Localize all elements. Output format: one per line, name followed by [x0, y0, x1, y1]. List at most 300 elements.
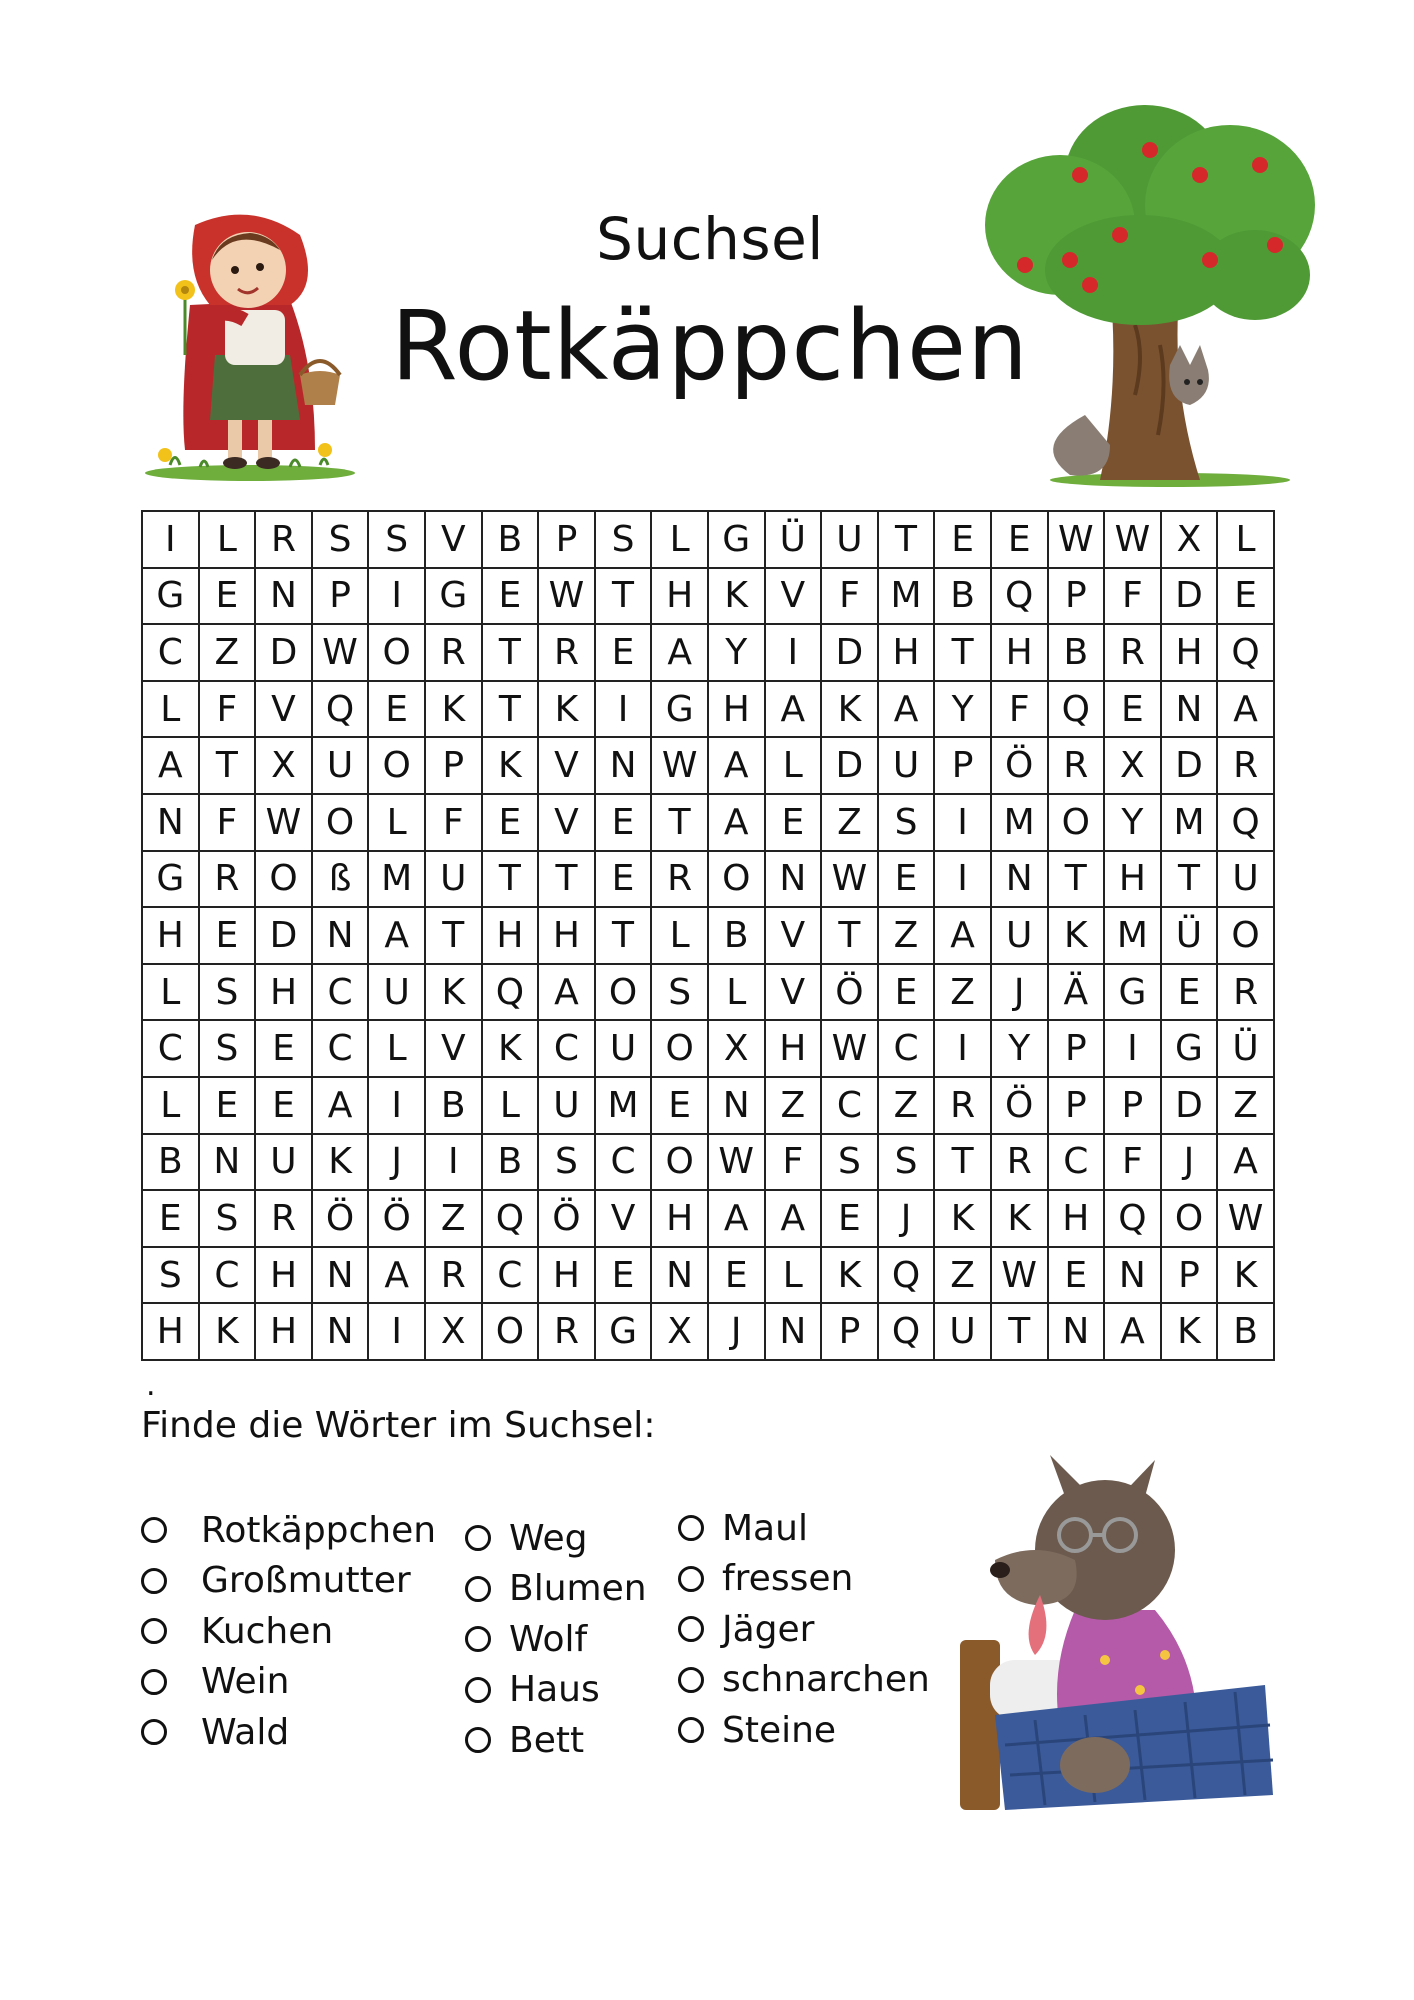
- grid-cell: E: [992, 512, 1049, 569]
- grid-cell: U: [313, 738, 370, 795]
- word-list-column-2: [465, 1513, 647, 1766]
- grid-cell: H: [992, 625, 1049, 682]
- grid-cell: K: [426, 965, 483, 1022]
- grid-cell: R: [426, 1248, 483, 1305]
- word-label: Weg: [509, 1517, 588, 1559]
- grid-cell: Z: [1218, 1078, 1275, 1135]
- grid-cell: Ä: [1049, 965, 1106, 1022]
- grid-cell: V: [766, 569, 823, 626]
- grid-cell: R: [652, 852, 709, 909]
- checkbox-circle-icon[interactable]: [141, 1618, 167, 1644]
- grid-cell: O: [369, 625, 426, 682]
- grid-cell: A: [369, 1248, 426, 1305]
- grid-cell: V: [256, 682, 313, 739]
- grid-cell: S: [879, 795, 936, 852]
- grid-cell: K: [483, 738, 540, 795]
- grid-cell: E: [596, 1248, 653, 1305]
- word-list-item: [678, 1554, 930, 1605]
- grid-cell: I: [766, 625, 823, 682]
- grid-cell: Y: [1105, 795, 1162, 852]
- grid-cell: X: [426, 1304, 483, 1361]
- grid-cell: B: [1218, 1304, 1275, 1361]
- grid-cell: M: [879, 569, 936, 626]
- grid-cell: G: [709, 512, 766, 569]
- word-label: Wolf: [509, 1618, 588, 1660]
- grid-cell: R: [1218, 965, 1275, 1022]
- grid-cell: C: [313, 1021, 370, 1078]
- grid-cell: D: [1162, 738, 1219, 795]
- grid-cell: A: [766, 1191, 823, 1248]
- grid-cell: U: [992, 908, 1049, 965]
- checkbox-circle-icon[interactable]: [141, 1568, 167, 1594]
- grid-cell: L: [143, 1078, 200, 1135]
- grid-cell: N: [709, 1078, 766, 1135]
- word-list-column-1: [141, 1505, 436, 1758]
- word-label: Jäger: [722, 1608, 815, 1650]
- grid-cell: M: [992, 795, 1049, 852]
- grid-cell: K: [483, 1021, 540, 1078]
- grid-cell: U: [596, 1021, 653, 1078]
- grid-cell: Ö: [313, 1191, 370, 1248]
- grid-cell: Q: [879, 1248, 936, 1305]
- grid-cell: U: [426, 852, 483, 909]
- grid-cell: L: [143, 682, 200, 739]
- grid-cell: P: [1105, 1078, 1162, 1135]
- grid-cell: F: [426, 795, 483, 852]
- word-list-item: [678, 1604, 930, 1655]
- grid-cell: Z: [879, 1078, 936, 1135]
- grid-cell: H: [143, 1304, 200, 1361]
- grid-cell: F: [200, 795, 257, 852]
- grid-cell: W: [1105, 512, 1162, 569]
- grid-cell: Q: [313, 682, 370, 739]
- grid-cell: T: [879, 512, 936, 569]
- grid-cell: W: [992, 1248, 1049, 1305]
- grid-cell: B: [426, 1078, 483, 1135]
- grid-cell: K: [1049, 908, 1106, 965]
- grid-cell: R: [200, 852, 257, 909]
- grid-cell: C: [313, 965, 370, 1022]
- grid-cell: S: [143, 1248, 200, 1305]
- grid-cell: D: [1162, 1078, 1219, 1135]
- grid-cell: C: [596, 1135, 653, 1192]
- checkbox-circle-icon[interactable]: [141, 1719, 167, 1745]
- grid-cell: T: [596, 569, 653, 626]
- grid-cell: W: [822, 1021, 879, 1078]
- grid-cell: F: [200, 682, 257, 739]
- grid-cell: J: [1162, 1135, 1219, 1192]
- grid-cell: N: [200, 1135, 257, 1192]
- grid-cell: S: [539, 1135, 596, 1192]
- grid-cell: L: [766, 1248, 823, 1305]
- grid-cell: X: [256, 738, 313, 795]
- word-label: Wald: [201, 1711, 290, 1753]
- grid-cell: S: [200, 965, 257, 1022]
- grid-cell: I: [1105, 1021, 1162, 1078]
- grid-cell: E: [143, 1191, 200, 1248]
- grid-cell: T: [200, 738, 257, 795]
- grid-cell: Ü: [766, 512, 823, 569]
- grid-cell: H: [652, 1191, 709, 1248]
- grid-cell: X: [709, 1021, 766, 1078]
- word-list-item: [141, 1556, 436, 1607]
- grid-cell: E: [256, 1021, 313, 1078]
- grid-cell: C: [822, 1078, 879, 1135]
- grid-cell: G: [1105, 965, 1162, 1022]
- grid-cell: A: [709, 738, 766, 795]
- grid-cell: M: [369, 852, 426, 909]
- grid-cell: T: [822, 908, 879, 965]
- grid-cell: X: [1162, 512, 1219, 569]
- grid-cell: G: [1162, 1021, 1219, 1078]
- grid-cell: H: [1049, 1191, 1106, 1248]
- grid-cell: S: [313, 512, 370, 569]
- grid-cell: E: [766, 795, 823, 852]
- grid-cell: Z: [766, 1078, 823, 1135]
- grid-cell: C: [143, 625, 200, 682]
- grid-cell: G: [596, 1304, 653, 1361]
- grid-cell: P: [539, 512, 596, 569]
- grid-cell: D: [822, 625, 879, 682]
- grid-cell: P: [1162, 1248, 1219, 1305]
- word-list-item: [465, 1564, 647, 1615]
- word-list-item: [141, 1657, 436, 1708]
- grid-cell: D: [1162, 569, 1219, 626]
- grid-cell: ß: [313, 852, 370, 909]
- grid-cell: E: [1105, 682, 1162, 739]
- grid-cell: C: [200, 1248, 257, 1305]
- grid-cell: F: [1105, 1135, 1162, 1192]
- grid-cell: G: [143, 569, 200, 626]
- grid-cell: H: [766, 1021, 823, 1078]
- grid-cell: U: [935, 1304, 992, 1361]
- wolf-in-bed-illustration: [955, 1430, 1275, 1815]
- grid-cell: A: [935, 908, 992, 965]
- grid-cell: S: [822, 1135, 879, 1192]
- grid-cell: A: [143, 738, 200, 795]
- grid-cell: Z: [426, 1191, 483, 1248]
- grid-cell: E: [256, 1078, 313, 1135]
- grid-cell: O: [256, 852, 313, 909]
- grid-cell: H: [709, 682, 766, 739]
- grid-cell: J: [992, 965, 1049, 1022]
- grid-cell: K: [1218, 1248, 1275, 1305]
- grid-cell: T: [483, 682, 540, 739]
- grid-cell: O: [709, 852, 766, 909]
- grid-cell: K: [539, 682, 596, 739]
- grid-cell: L: [652, 908, 709, 965]
- grid-cell: K: [426, 682, 483, 739]
- grid-cell: D: [256, 625, 313, 682]
- word-label: Maul: [722, 1507, 808, 1549]
- grid-cell: B: [143, 1135, 200, 1192]
- word-list-item: [465, 1513, 647, 1564]
- grid-cell: A: [1218, 1135, 1275, 1192]
- worksheet-title: Rotkäppchen: [391, 290, 1029, 402]
- grid-cell: T: [1049, 852, 1106, 909]
- grid-cell: K: [200, 1304, 257, 1361]
- grid-cell: O: [652, 1135, 709, 1192]
- grid-cell: I: [426, 1135, 483, 1192]
- grid-cell: P: [313, 569, 370, 626]
- grid-cell: U: [822, 512, 879, 569]
- grid-cell: S: [652, 965, 709, 1022]
- grid-cell: U: [879, 738, 936, 795]
- grid-cell: R: [426, 625, 483, 682]
- grid-cell: A: [652, 625, 709, 682]
- grid-cell: E: [879, 852, 936, 909]
- grid-cell: O: [1049, 795, 1106, 852]
- grid-cell: A: [879, 682, 936, 739]
- checkbox-circle-icon[interactable]: [678, 1616, 704, 1642]
- grid-cell: Q: [1105, 1191, 1162, 1248]
- word-list-item: [678, 1503, 930, 1554]
- grid-cell: O: [369, 738, 426, 795]
- checkbox-circle-icon[interactable]: [141, 1669, 167, 1695]
- grid-cell: E: [879, 965, 936, 1022]
- checkbox-circle-icon[interactable]: [678, 1515, 704, 1541]
- grid-cell: E: [1049, 1248, 1106, 1305]
- word-list-item: [465, 1715, 647, 1766]
- grid-cell: W: [1218, 1191, 1275, 1248]
- grid-cell: E: [1218, 569, 1275, 626]
- word-list-item: [678, 1705, 930, 1756]
- grid-cell: E: [709, 1248, 766, 1305]
- grid-cell: V: [539, 795, 596, 852]
- grid-cell: U: [539, 1078, 596, 1135]
- grid-cell: T: [935, 625, 992, 682]
- grid-cell: R: [1218, 738, 1275, 795]
- grid-cell: W: [256, 795, 313, 852]
- grid-cell: N: [1105, 1248, 1162, 1305]
- grid-cell: Y: [709, 625, 766, 682]
- grid-cell: V: [766, 965, 823, 1022]
- grid-cell: Q: [483, 965, 540, 1022]
- grid-cell: K: [313, 1135, 370, 1192]
- grid-cell: W: [822, 852, 879, 909]
- checkbox-circle-icon[interactable]: [465, 1626, 491, 1652]
- grid-cell: P: [426, 738, 483, 795]
- grid-cell: W: [652, 738, 709, 795]
- grid-cell: N: [313, 1248, 370, 1305]
- grid-cell: L: [1218, 512, 1275, 569]
- grid-cell: T: [483, 625, 540, 682]
- grid-cell: N: [313, 908, 370, 965]
- grid-cell: A: [313, 1078, 370, 1135]
- grid-cell: H: [1162, 625, 1219, 682]
- grid-cell: Q: [1218, 795, 1275, 852]
- grid-cell: U: [1218, 852, 1275, 909]
- grid-cell: I: [935, 852, 992, 909]
- grid-cell: G: [426, 569, 483, 626]
- grid-cell: B: [1049, 625, 1106, 682]
- grid-cell: Z: [935, 1248, 992, 1305]
- word-list-item: [465, 1614, 647, 1665]
- grid-cell: H: [256, 1304, 313, 1361]
- grid-cell: I: [369, 569, 426, 626]
- grid-cell: T: [935, 1135, 992, 1192]
- grid-cell: H: [879, 625, 936, 682]
- grid-cell: X: [652, 1304, 709, 1361]
- checkbox-circle-icon[interactable]: [465, 1677, 491, 1703]
- grid-cell: Q: [992, 569, 1049, 626]
- grid-cell: Ö: [539, 1191, 596, 1248]
- grid-cell: Ü: [1162, 908, 1219, 965]
- checkbox-circle-icon[interactable]: [678, 1667, 704, 1693]
- grid-cell: Y: [992, 1021, 1049, 1078]
- grid-cell: K: [992, 1191, 1049, 1248]
- grid-cell: M: [596, 1078, 653, 1135]
- checkbox-circle-icon[interactable]: [465, 1525, 491, 1551]
- grid-cell: L: [709, 965, 766, 1022]
- grid-cell: L: [766, 738, 823, 795]
- grid-cell: H: [539, 1248, 596, 1305]
- grid-cell: V: [539, 738, 596, 795]
- grid-cell: B: [935, 569, 992, 626]
- grid-cell: C: [879, 1021, 936, 1078]
- grid-cell: B: [483, 512, 540, 569]
- grid-cell: E: [483, 569, 540, 626]
- grid-cell: R: [1105, 625, 1162, 682]
- grid-cell: T: [596, 908, 653, 965]
- grid-cell: S: [369, 512, 426, 569]
- checkbox-circle-icon[interactable]: [465, 1727, 491, 1753]
- grid-cell: A: [709, 1191, 766, 1248]
- grid-cell: O: [313, 795, 370, 852]
- grid-cell: J: [369, 1135, 426, 1192]
- grid-cell: Q: [1049, 682, 1106, 739]
- grid-cell: W: [539, 569, 596, 626]
- grid-cell: C: [539, 1021, 596, 1078]
- grid-cell: Z: [935, 965, 992, 1022]
- grid-cell: A: [369, 908, 426, 965]
- grid-cell: F: [992, 682, 1049, 739]
- checkbox-circle-icon[interactable]: [141, 1517, 167, 1543]
- grid-cell: S: [200, 1191, 257, 1248]
- checkbox-circle-icon[interactable]: [678, 1717, 704, 1743]
- grid-cell: T: [539, 852, 596, 909]
- grid-cell: N: [1162, 682, 1219, 739]
- word-label: Steine: [722, 1709, 837, 1751]
- grid-cell: Ö: [992, 1078, 1049, 1135]
- word-list-column-3: [678, 1503, 930, 1756]
- word-search-grid: [141, 510, 1275, 1361]
- grid-cell: P: [1049, 1078, 1106, 1135]
- grid-cell: L: [369, 1021, 426, 1078]
- grid-cell: K: [1162, 1304, 1219, 1361]
- grid-cell: F: [1105, 569, 1162, 626]
- word-label: Haus: [509, 1669, 600, 1711]
- checkbox-circle-icon[interactable]: [465, 1576, 491, 1602]
- grid-cell: G: [652, 682, 709, 739]
- grid-cell: I: [369, 1078, 426, 1135]
- stray-dot: .: [146, 1368, 156, 1403]
- grid-cell: E: [652, 1078, 709, 1135]
- grid-cell: N: [313, 1304, 370, 1361]
- word-label: fressen: [722, 1558, 854, 1600]
- grid-cell: R: [539, 1304, 596, 1361]
- grid-cell: E: [483, 795, 540, 852]
- grid-cell: N: [596, 738, 653, 795]
- checkbox-circle-icon[interactable]: [678, 1566, 704, 1592]
- grid-cell: O: [596, 965, 653, 1022]
- word-list-item: [141, 1707, 436, 1758]
- grid-cell: F: [766, 1135, 823, 1192]
- grid-cell: W: [709, 1135, 766, 1192]
- grid-cell: T: [1162, 852, 1219, 909]
- grid-cell: L: [143, 965, 200, 1022]
- grid-cell: U: [256, 1135, 313, 1192]
- grid-cell: D: [256, 908, 313, 965]
- grid-cell: W: [313, 625, 370, 682]
- word-label: Großmutter: [201, 1560, 411, 1602]
- grid-cell: O: [1162, 1191, 1219, 1248]
- word-list-item: [678, 1655, 930, 1706]
- tree-with-wolf-illustration: [970, 85, 1330, 490]
- grid-cell: Z: [200, 625, 257, 682]
- grid-cell: E: [200, 1078, 257, 1135]
- word-label: Rotkäppchen: [201, 1509, 437, 1551]
- grid-cell: J: [709, 1304, 766, 1361]
- grid-cell: E: [1162, 965, 1219, 1022]
- grid-cell: R: [1049, 738, 1106, 795]
- grid-cell: Q: [1218, 625, 1275, 682]
- grid-cell: N: [652, 1248, 709, 1305]
- grid-cell: E: [200, 569, 257, 626]
- grid-cell: M: [1162, 795, 1219, 852]
- grid-cell: H: [143, 908, 200, 965]
- grid-cell: H: [256, 965, 313, 1022]
- grid-cell: E: [596, 795, 653, 852]
- grid-cell: K: [935, 1191, 992, 1248]
- grid-cell: I: [596, 682, 653, 739]
- grid-cell: Q: [483, 1191, 540, 1248]
- grid-cell: A: [709, 795, 766, 852]
- grid-cell: H: [1105, 852, 1162, 909]
- instruction-text: Finde die Wörter im Suchsel:: [141, 1405, 656, 1446]
- grid-cell: E: [596, 852, 653, 909]
- grid-cell: O: [652, 1021, 709, 1078]
- grid-cell: C: [1049, 1135, 1106, 1192]
- grid-cell: Z: [879, 908, 936, 965]
- grid-cell: I: [143, 512, 200, 569]
- grid-cell: N: [766, 1304, 823, 1361]
- grid-cell: P: [935, 738, 992, 795]
- grid-cell: Q: [879, 1304, 936, 1361]
- grid-cell: A: [766, 682, 823, 739]
- word-list-item: [141, 1505, 436, 1556]
- grid-cell: K: [709, 569, 766, 626]
- grid-cell: V: [766, 908, 823, 965]
- grid-cell: L: [652, 512, 709, 569]
- grid-cell: O: [483, 1304, 540, 1361]
- grid-cell: C: [483, 1248, 540, 1305]
- grid-cell: G: [143, 852, 200, 909]
- grid-cell: U: [369, 965, 426, 1022]
- grid-cell: D: [822, 738, 879, 795]
- grid-cell: E: [822, 1191, 879, 1248]
- grid-cell: V: [426, 1021, 483, 1078]
- grid-cell: Ö: [822, 965, 879, 1022]
- grid-cell: T: [652, 795, 709, 852]
- grid-cell: E: [935, 512, 992, 569]
- grid-cell: N: [766, 852, 823, 909]
- grid-cell: N: [992, 852, 1049, 909]
- word-label: Bett: [509, 1719, 585, 1761]
- grid-cell: L: [483, 1078, 540, 1135]
- grid-cell: L: [369, 795, 426, 852]
- grid-cell: S: [200, 1021, 257, 1078]
